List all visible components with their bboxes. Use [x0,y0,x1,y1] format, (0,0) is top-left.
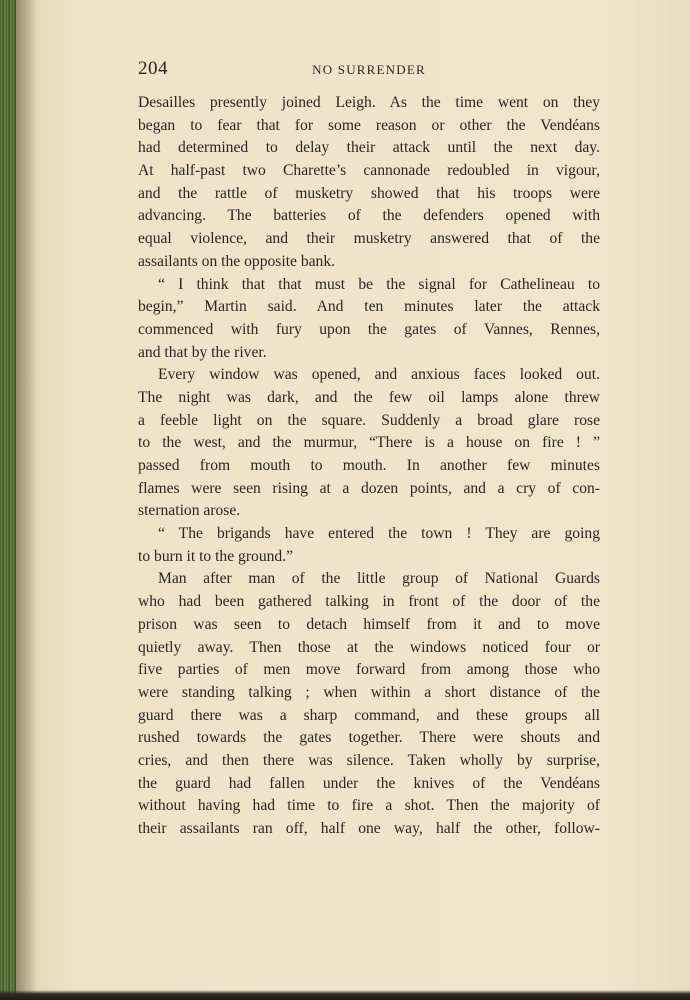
text-line: sternation arose. [138,502,241,520]
page-bottom-edge [0,990,690,1000]
text-line: and that by the river. [138,343,267,361]
text-line: Desailles presently joined Leigh. As the time went on they [138,94,600,111]
text-line: begin,” Martin said. And ten minutes later the attack [138,298,600,316]
text-line: had determined to delay their attack until the next day. [138,139,600,157]
body-text [138,92,600,841]
text-line: Every window was opened, and anxious faces looked out. [158,366,600,384]
text-line: advancing. The batteries of the defenders opened with [138,207,600,225]
text-line: prison was seen to detach himself from it and to move [138,615,600,633]
text-line: to the west, and the murmur, “There is a house on fire ! ” [138,434,600,452]
text-line: and the rattle of musketry showed that his troops were [138,184,600,202]
text-line: commenced with fury upon the gates of Vannes, Rennes, [138,320,600,338]
text-line: were standing talking ; when within a short distance of the [138,683,600,701]
gutter-shadow [16,0,38,1000]
text-line: equal violence, and their musketry answered that of the [138,230,600,248]
text-line: cries, and then there was silence. Taken wholly by surprise, [138,751,600,769]
text-line: rushed towards the gates together. There were shouts and [138,729,600,747]
text-line: without having had time to fire a shot. Then the majority of [138,797,600,815]
text-line: to burn it to the ground.” [138,547,294,565]
text-line: their assailants ran off, half one way, half the other, follow- [138,820,600,837]
text-line: quietly away. Then those at the windows noticed four or [138,638,600,656]
page-number: 204 [138,58,168,79]
text-line: guard there was a sharp command, and these groups all [138,706,600,724]
text-line: passed from mouth to mouth. In another few minutes [138,457,600,474]
text-line: At half-past two Charette’s cannonade redoubled in vigour, [138,162,600,180]
text-line: who had been gathered talking in front of the door of the [138,593,600,611]
text-line: a feeble light on the square. Suddenly a broad glare rose [138,411,600,429]
text-line: the guard had fallen under the knives of the Vendéans [138,774,600,792]
text-line: Man after man of the little group of National Guards [158,570,600,588]
page-header [138,58,600,80]
text-line: The night was dark, and the few oil lamps alone threw [138,388,600,406]
text-line: “ The brigands have entered the town ! They are going [158,525,600,543]
text-line: five parties of men move forward from among those who [138,661,600,679]
text-line: “ I think that that must be the signal for Cathelineau to [158,275,600,293]
text-line: assailants on the opposite bank. [138,252,336,270]
running-head: NO SURRENDER [312,62,426,77]
text-line: began to fear that for some reason or other the Vendéans [138,116,600,134]
text-line: flames were seen rising at a dozen points, and a cry of con- [138,479,600,497]
book-spine [0,0,16,1000]
